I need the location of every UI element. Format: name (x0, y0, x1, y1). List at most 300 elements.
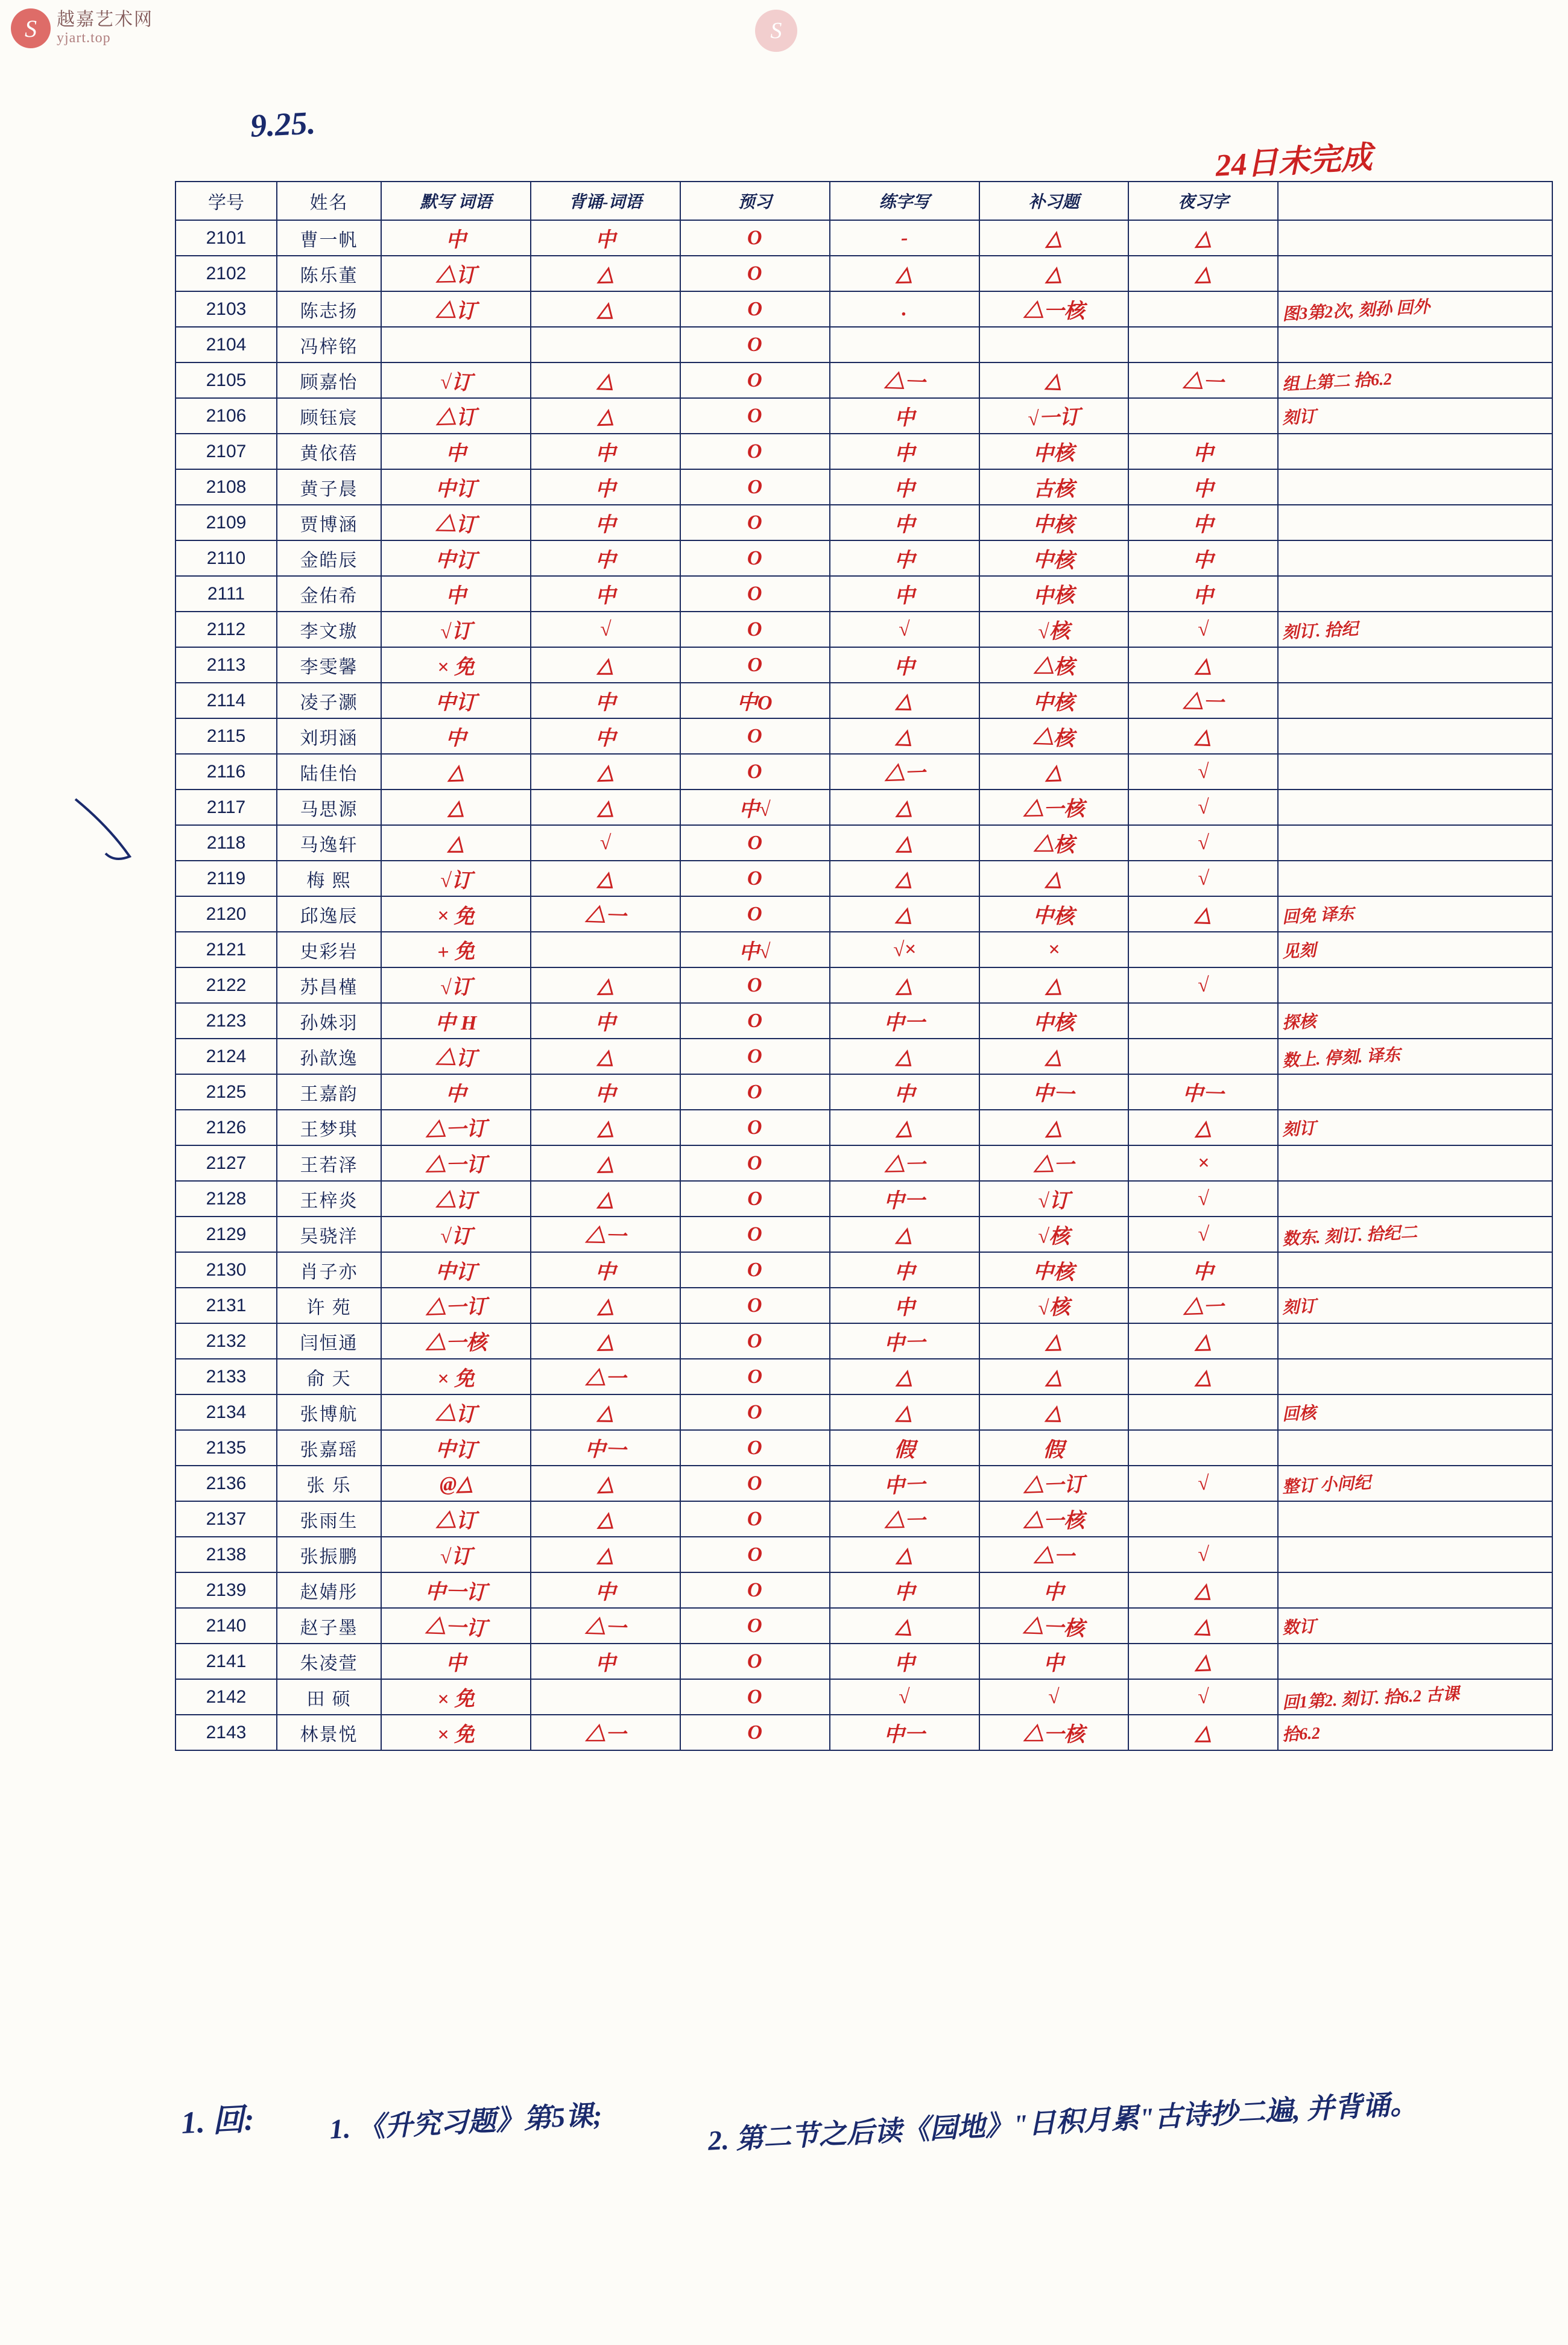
handwritten-mark: √ (1197, 1472, 1210, 1495)
cell-note (1278, 1181, 1552, 1217)
handwritten-mark: 中核 (1033, 442, 1075, 466)
cell-mark-4 (830, 1039, 979, 1074)
handwritten-mark: △一订 (425, 1616, 487, 1641)
handwritten-mark: 中 (595, 1581, 616, 1604)
cell-mark-4 (830, 1394, 979, 1430)
cell-mark-5 (979, 1430, 1129, 1466)
cell-note (1278, 1039, 1552, 1074)
cell-student-name: 顾钰宸 (277, 398, 381, 434)
stray-pen-mark (72, 796, 163, 869)
cell-mark-3 (680, 1252, 830, 1288)
handwritten-mark: 中 (1192, 584, 1215, 608)
cell-mark-4 (830, 1074, 979, 1110)
cell-mark-3 (680, 220, 830, 256)
cell-mark-3 (680, 540, 830, 576)
handwritten-mark: O (747, 1009, 762, 1032)
cell-mark-2 (531, 825, 680, 861)
cell-mark-1 (381, 1217, 531, 1252)
cell-mark-1 (381, 1145, 531, 1181)
cell-mark-5 (979, 1003, 1129, 1039)
table-row (175, 540, 1552, 576)
table-row (175, 1110, 1552, 1145)
cell-mark-1 (381, 1394, 531, 1430)
cell-mark-3 (680, 1466, 830, 1501)
cell-student-id: 2103 (175, 291, 277, 327)
cell-student-id: 2128 (175, 1181, 277, 1217)
cell-mark-2 (531, 967, 680, 1003)
cell-mark-2 (531, 790, 680, 825)
cell-note (1278, 1608, 1552, 1644)
handwritten-mark: △ (896, 832, 912, 855)
cell-mark-6 (1128, 1679, 1278, 1715)
handwritten-mark: 中 (893, 1261, 915, 1284)
cell-mark-1 (381, 1359, 531, 1394)
cell-note (1278, 1679, 1552, 1715)
cell-note (1278, 1288, 1552, 1323)
cell-mark-5 (979, 291, 1129, 327)
cell-mark-3 (680, 1003, 830, 1039)
handwritten-mark: O (747, 1151, 763, 1174)
cell-mark-6 (1128, 1288, 1278, 1323)
cell-note (1278, 220, 1552, 256)
handwritten-mark: √订 (440, 869, 472, 893)
cell-mark-3 (680, 1679, 830, 1715)
cell-mark-5 (979, 967, 1129, 1003)
handwritten-mark: △一核 (1023, 300, 1085, 323)
handwritten-mark: √ (898, 1685, 911, 1708)
handwritten-mark: △ (1045, 369, 1063, 392)
cell-note (1278, 825, 1552, 861)
table-row (175, 683, 1552, 718)
cell-mark-6 (1128, 256, 1278, 291)
handwritten-mark: 中 (595, 1652, 616, 1676)
cell-mark-4 (830, 1715, 979, 1750)
cell-mark-6 (1128, 327, 1278, 362)
cell-mark-6 (1128, 825, 1278, 861)
table-row (175, 1679, 1552, 1715)
cell-mark-2 (531, 896, 680, 932)
handwritten-mark: △ (896, 974, 912, 997)
handwritten-mark: △ (1195, 1330, 1212, 1353)
handwritten-mark: △ (1045, 1116, 1063, 1139)
table-row (175, 1466, 1552, 1501)
handwritten-mark: √ (1197, 1685, 1209, 1708)
cell-student-name: 顾嘉怡 (277, 362, 381, 398)
cell-student-name: 闫恒通 (277, 1323, 381, 1359)
handwritten-mark: △ (896, 1615, 913, 1638)
cell-mark-4 (830, 1430, 979, 1466)
handwritten-mark: 中 (1192, 1261, 1214, 1284)
table-row (175, 1608, 1552, 1644)
cell-student-name: 孙歆逸 (277, 1039, 381, 1074)
cell-student-id: 2120 (175, 896, 277, 932)
cell-mark-3 (680, 683, 830, 718)
handwritten-mark: + 免 (437, 940, 475, 964)
cell-mark-1 (381, 398, 531, 434)
table-row (175, 1217, 1552, 1252)
cell-mark-2 (531, 1430, 680, 1466)
table-row (175, 1644, 1552, 1679)
cell-mark-4 (830, 932, 979, 967)
cell-student-name: 田 硕 (277, 1679, 381, 1715)
cell-note (1278, 790, 1552, 825)
cell-mark-4 (830, 1572, 979, 1608)
handwritten-mark: △一核 (1023, 1724, 1085, 1746)
cell-mark-6 (1128, 1039, 1278, 1074)
cell-student-name: 凌子灏 (277, 683, 381, 718)
cell-mark-2 (531, 1323, 680, 1359)
cell-mark-4 (830, 967, 979, 1003)
cell-student-name: 李雯馨 (277, 647, 381, 683)
cell-mark-5 (979, 754, 1129, 790)
handwritten-mark: O (747, 760, 763, 783)
cell-student-id: 2113 (175, 647, 277, 683)
cell-mark-4 (830, 1181, 979, 1217)
handwritten-mark: √ (1197, 1543, 1209, 1566)
table-row (175, 398, 1552, 434)
handwritten-mark: √订 (1038, 1190, 1070, 1212)
handwritten-mark: √订 (440, 976, 472, 999)
cell-mark-1 (381, 1181, 531, 1217)
table-row (175, 1430, 1552, 1466)
handwritten-mark: △ (597, 1543, 613, 1566)
handwritten-mark: 中 (1193, 442, 1214, 466)
cell-mark-5 (979, 362, 1129, 398)
handwritten-note: 组上第二 拾6.2 (1282, 369, 1393, 394)
cell-mark-5 (979, 718, 1129, 754)
cell-mark-4 (830, 1501, 979, 1537)
cell-student-id: 2141 (175, 1644, 277, 1679)
handwritten-mark: @△ (439, 1472, 473, 1496)
cell-mark-6 (1128, 1715, 1278, 1750)
cell-mark-5 (979, 1288, 1129, 1323)
cell-student-name: 王梦琪 (277, 1110, 381, 1145)
handwritten-mark: △ (896, 796, 912, 819)
cell-student-name: 金皓辰 (277, 540, 381, 576)
cell-student-id: 2101 (175, 220, 277, 256)
handwritten-mark: √ (599, 618, 612, 641)
watermark-center-icon: S (755, 10, 797, 52)
cell-mark-2 (531, 1501, 680, 1537)
cell-mark-5 (979, 1217, 1129, 1252)
cell-mark-3 (680, 754, 830, 790)
cell-mark-1 (381, 1039, 531, 1074)
cell-student-id: 2133 (175, 1359, 277, 1394)
handwritten-mark: O (747, 511, 763, 534)
cell-mark-4 (830, 790, 979, 825)
cell-student-name: 林景悦 (277, 1715, 381, 1750)
handwritten-note: 回免 译东 (1282, 904, 1355, 927)
cell-mark-3 (680, 932, 830, 967)
handwritten-mark: △一 (1033, 1546, 1075, 1568)
cell-mark-2 (531, 327, 680, 362)
cell-mark-5 (979, 1074, 1129, 1110)
cell-mark-4 (830, 1145, 979, 1181)
handwritten-mark: 中一 (884, 1724, 925, 1746)
handwritten-mark: 中订 (435, 691, 477, 715)
handwritten-mark: △ (896, 1116, 913, 1139)
cell-student-name: 吴骁洋 (277, 1217, 381, 1252)
cell-student-id: 2119 (175, 861, 277, 896)
cell-mark-3 (680, 825, 830, 861)
cell-mark-1 (381, 1074, 531, 1110)
handwritten-mark: O (747, 1543, 762, 1566)
cell-student-id: 2109 (175, 505, 277, 540)
handwritten-mark: △一 (884, 1154, 925, 1177)
handwritten-mark: △ (1195, 1721, 1212, 1744)
handwritten-mark: O (747, 1507, 763, 1530)
cell-mark-4 (830, 434, 979, 469)
cell-mark-1 (381, 327, 531, 362)
cell-student-id: 2112 (175, 612, 277, 647)
cell-mark-3 (680, 790, 830, 825)
cell-mark-3 (680, 896, 830, 932)
cell-mark-5 (979, 1145, 1129, 1181)
table-row (175, 434, 1552, 469)
cell-mark-2 (531, 1288, 680, 1323)
cell-mark-4 (830, 505, 979, 540)
handwritten-mark: △一订 (425, 1154, 487, 1177)
cell-mark-6 (1128, 1394, 1278, 1430)
cell-note (1278, 1430, 1552, 1466)
handwritten-mark: △ (1195, 1116, 1212, 1139)
table-row (175, 896, 1552, 932)
cell-mark-6 (1128, 1501, 1278, 1537)
handwritten-note: 刻订 (1282, 407, 1317, 428)
handwritten-mark: √核 (1037, 1225, 1070, 1248)
cell-mark-5 (979, 647, 1129, 683)
cell-mark-5 (979, 1394, 1129, 1430)
cell-mark-3 (680, 861, 830, 896)
handwritten-note: 回核 (1282, 1404, 1317, 1424)
handwritten-mark: △ (1195, 903, 1212, 926)
cell-mark-6 (1128, 1466, 1278, 1501)
table-row (175, 1572, 1552, 1608)
cell-mark-6 (1128, 754, 1278, 790)
cell-mark-6 (1128, 683, 1278, 718)
cell-mark-6 (1128, 612, 1278, 647)
cell-student-id: 2132 (175, 1323, 277, 1359)
cell-student-id: 2124 (175, 1039, 277, 1074)
cell-student-id: 2137 (175, 1501, 277, 1537)
cell-student-id: 2107 (175, 434, 277, 469)
cell-student-name: 史彩岩 (277, 932, 381, 967)
handwritten-mark: √ (1197, 618, 1209, 641)
handwritten-mark: △ (1195, 1366, 1212, 1388)
cell-student-id: 2129 (175, 1217, 277, 1252)
handwritten-mark: △一订 (1022, 1473, 1086, 1498)
cell-mark-5 (979, 1466, 1129, 1501)
handwritten-note: 探核 (1282, 1012, 1317, 1033)
handwritten-mark: △ (1195, 725, 1212, 748)
cell-student-id: 2142 (175, 1679, 277, 1715)
cell-student-name: 朱凌萱 (277, 1644, 381, 1679)
cell-mark-2 (531, 1715, 680, 1750)
cell-student-id: 2114 (175, 683, 277, 718)
cell-mark-6 (1128, 1217, 1278, 1252)
cell-student-name: 贾博涵 (277, 505, 381, 540)
handwritten-mark: △ (597, 1330, 614, 1353)
table-row (175, 861, 1552, 896)
cell-student-id: 2139 (175, 1572, 277, 1608)
handwritten-mark: △ (1046, 1045, 1062, 1068)
handwritten-mark: △一订 (425, 1118, 487, 1142)
handwritten-mark: O (747, 1223, 763, 1245)
handwritten-mark: 中 (595, 727, 616, 750)
handwritten-mark: △ (597, 867, 614, 890)
handwritten-mark: 中 (893, 1083, 915, 1106)
header-col4: 练字写 (879, 193, 930, 212)
table-row (175, 1359, 1552, 1394)
handwritten-mark: 中 (595, 584, 616, 608)
handwritten-mark: O (747, 226, 763, 249)
cell-mark-5 (979, 505, 1129, 540)
cell-note (1278, 1074, 1552, 1110)
handwritten-mark: √ (599, 831, 612, 854)
handwritten-mark: 中订 (435, 1438, 477, 1463)
cell-mark-2 (531, 362, 680, 398)
table-row (175, 932, 1552, 967)
cell-student-id: 2106 (175, 398, 277, 434)
handwritten-note: 图3第2次, 刻孙 回外 (1282, 297, 1431, 324)
cell-mark-2 (531, 220, 680, 256)
cell-mark-4 (830, 1252, 979, 1288)
handwritten-mark: △ (597, 1508, 614, 1531)
cell-mark-4 (830, 647, 979, 683)
cell-note (1278, 434, 1552, 469)
cell-mark-1 (381, 861, 531, 896)
handwritten-mark: △一 (883, 370, 926, 395)
handwritten-mark: × 免 (437, 1724, 475, 1746)
table-row (175, 1074, 1552, 1110)
cell-mark-5 (979, 612, 1129, 647)
cell-mark-3 (680, 1074, 830, 1110)
cell-student-name: 曹一帆 (277, 220, 381, 256)
cell-note (1278, 967, 1552, 1003)
cell-mark-1 (381, 469, 531, 505)
cell-student-id: 2122 (175, 967, 277, 1003)
handwritten-mark: 中核 (1032, 584, 1075, 609)
handwritten-mark: △ (896, 689, 912, 712)
handwritten-mark: 中 (1043, 1652, 1065, 1676)
table-row (175, 1003, 1552, 1039)
cell-mark-3 (680, 1323, 830, 1359)
handwritten-mark: × 免 (437, 1368, 475, 1390)
table-row (175, 1394, 1552, 1430)
cell-note (1278, 540, 1552, 576)
cell-mark-1 (381, 1003, 531, 1039)
cell-mark-3 (680, 1644, 830, 1679)
handwritten-mark: 中核 (1033, 1012, 1075, 1034)
handwritten-mark: 中 (1192, 549, 1214, 572)
cell-mark-6 (1128, 1608, 1278, 1644)
cell-student-id: 2123 (175, 1003, 277, 1039)
cell-mark-6 (1128, 647, 1278, 683)
handwritten-mark: 中 (894, 656, 915, 679)
handwritten-mark: 中 (445, 1083, 467, 1106)
cell-student-id: 2125 (175, 1074, 277, 1110)
cell-student-id: 2136 (175, 1466, 277, 1501)
cell-mark-6 (1128, 1110, 1278, 1145)
handwritten-mark: O (747, 1294, 763, 1317)
cell-mark-6 (1128, 540, 1278, 576)
watermark-title: 越嘉艺术网 (57, 9, 153, 30)
handwritten-mark: △订 (435, 406, 477, 431)
cell-student-id: 2135 (175, 1430, 277, 1466)
cell-mark-6 (1128, 967, 1278, 1003)
cell-note (1278, 1252, 1552, 1288)
cell-mark-4 (830, 1644, 979, 1679)
handwritten-mark: O (747, 262, 763, 285)
cell-mark-6 (1128, 434, 1278, 469)
table-row (175, 1288, 1552, 1323)
header-col3: 预习 (738, 193, 772, 212)
cell-mark-4 (830, 291, 979, 327)
handwritten-mark: O (747, 1400, 763, 1423)
table-row (175, 362, 1552, 398)
cell-note (1278, 1466, 1552, 1501)
cell-mark-5 (979, 790, 1129, 825)
cell-student-name: 邱逸辰 (277, 896, 381, 932)
cell-mark-3 (680, 1110, 830, 1145)
handwritten-mark: O (747, 404, 763, 427)
handwritten-mark: O (747, 902, 763, 925)
cell-student-id: 2115 (175, 718, 277, 754)
cell-student-name: 张振鹏 (277, 1537, 381, 1572)
handwritten-mark: 中 (445, 442, 467, 466)
cell-mark-3 (680, 256, 830, 291)
table-row (175, 754, 1552, 790)
cell-student-name: 陆佳怡 (277, 754, 381, 790)
cell-mark-5 (979, 1679, 1129, 1715)
handwritten-mark: O (747, 475, 762, 498)
header-col5: 补习题 (1028, 193, 1080, 212)
cell-mark-2 (531, 1608, 680, 1644)
handwritten-mark: 中核 (1033, 513, 1075, 537)
handwritten-mark: △ (896, 1045, 912, 1068)
handwritten-mark: △一 (884, 1510, 925, 1533)
handwritten-mark: O (747, 1080, 763, 1103)
top-right-annotation: 24日未完成 (1215, 141, 1373, 183)
handwritten-mark: △一订 (425, 1296, 487, 1320)
cell-mark-3 (680, 647, 830, 683)
cell-mark-5 (979, 327, 1129, 362)
cell-note (1278, 1572, 1552, 1608)
handwritten-mark: O (747, 1472, 763, 1495)
cell-mark-5 (979, 1537, 1129, 1572)
cell-mark-3 (680, 1217, 830, 1252)
handwritten-mark: △一 (584, 1724, 626, 1746)
table-row (175, 469, 1552, 505)
cell-mark-6 (1128, 362, 1278, 398)
cell-mark-4 (830, 683, 979, 718)
cell-mark-4 (830, 1537, 979, 1572)
cell-mark-1 (381, 1501, 531, 1537)
cell-mark-3 (680, 327, 830, 362)
cell-mark-6 (1128, 1430, 1278, 1466)
cell-mark-2 (531, 1074, 680, 1110)
cell-note (1278, 932, 1552, 967)
cell-mark-3 (680, 1537, 830, 1572)
handwritten-mark: O (747, 618, 763, 641)
header-col6: 夜习字 (1178, 193, 1229, 212)
cell-mark-6 (1128, 398, 1278, 434)
cell-mark-6 (1128, 1003, 1278, 1039)
handwritten-mark: △ (1195, 1579, 1212, 1602)
handwritten-mark: △一核 (1022, 1616, 1085, 1641)
cell-mark-2 (531, 1217, 680, 1252)
cell-mark-4 (830, 398, 979, 434)
